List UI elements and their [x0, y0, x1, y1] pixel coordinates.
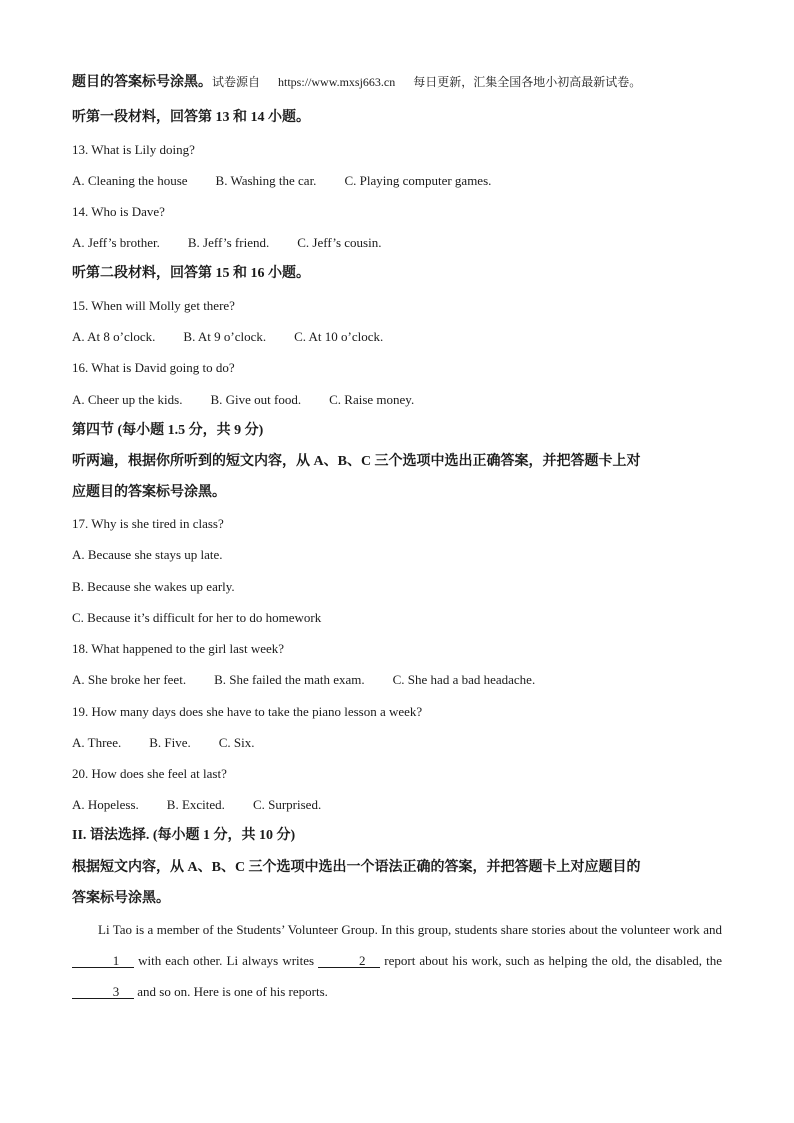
q18-option-c: C. She had a bad headache. [392, 672, 536, 687]
q18-question: 18. What happened to the girl last week? [72, 641, 285, 656]
dialogue1-heading: 听第一段材料，回答第 13 和 14 小题。 [72, 110, 310, 125]
q15-options [72, 329, 383, 345]
q16-question: 16. What is David going to do? [72, 360, 235, 375]
q18-option-b: B. She failed the math exam. [214, 672, 365, 687]
blank-1: 1 [72, 954, 134, 968]
q18-option-a: A. She broke her feet. [72, 672, 187, 687]
q19-option-c: C. Six. [218, 735, 255, 750]
blank-3: 3 [72, 985, 134, 999]
q17-option-c: C. Because it’s difficult for her to do homework [72, 610, 322, 625]
q13-option-c: C. Playing computer games. [344, 173, 492, 188]
q13-options [72, 173, 491, 189]
q13-option-a: A. Cleaning the house [72, 173, 188, 188]
blank-2: 2 [318, 954, 380, 968]
q20-option-b: B. Excited. [166, 797, 225, 812]
q19-option-a: A. Three. [72, 735, 122, 750]
q15-option-b: B. At 9 o’clock. [183, 329, 267, 344]
section2-instruction-line2: 答案标号涂黑。 [72, 891, 170, 906]
q17-option-b: B. Because she wakes up early. [72, 579, 235, 594]
q20-options [72, 797, 321, 813]
q16-option-b: B. Give out food. [210, 392, 302, 407]
q19-options [72, 735, 255, 751]
passage-seg3: report about his work, such as helping the old, the disabled, the [380, 953, 722, 968]
section2-instruction-line1: 根据短文内容，从 A、B、C 三个选项中选出一个语法正确的答案，并把答题卡上对应题目的 [72, 860, 641, 875]
q15-question: 15. When will Molly get there? [72, 298, 235, 313]
q16-option-a: A. Cheer up the kids. [72, 392, 183, 407]
passage-paragraph [72, 914, 722, 1007]
header-line [72, 74, 641, 91]
q14-option-a: A. Jeff’s brother. [72, 235, 160, 250]
q20-option-a: A. Hopeless. [72, 797, 139, 812]
source-suffix: 每日更新，汇集全国各地小初高最新试卷。 [413, 75, 642, 89]
q17-question: 17. Why is she tired in class? [72, 516, 224, 531]
q13-question: 13. What is Lily doing? [72, 142, 195, 157]
q14-question: 14. Who is Dave? [72, 204, 165, 219]
q14-option-b: B. Jeff’s friend. [187, 235, 270, 250]
dialogue2-heading: 听第二段材料，回答第 15 和 16 小题。 [72, 266, 310, 281]
q15-option-c: C. At 10 o’clock. [294, 329, 384, 344]
q16-options [72, 392, 414, 408]
q19-option-b: B. Five. [149, 735, 191, 750]
q20-question: 20. How does she feel at last? [72, 766, 227, 781]
part4-instruction-line1: 听两遍，根据你所听到的短文内容，从 A、B、C 三个选项中选出正确答案，并把答题卡上对 [72, 454, 641, 469]
q14-option-c: C. Jeff’s cousin. [297, 235, 382, 250]
q20-option-c: C. Surprised. [252, 797, 322, 812]
source-url[interactable]: https://www.mxsj663.cn [278, 75, 396, 89]
source-prefix: 试卷源自 [212, 75, 261, 89]
passage-seg2: with each other. Li always writes [134, 953, 319, 968]
q14-options [72, 235, 381, 251]
passage-seg1: Li Tao is a member of the Students’ Volunteer Group. In this group, students share stories about the volunteer work and [98, 922, 722, 937]
q18-options [72, 672, 535, 688]
part4-instruction-line2: 应题目的答案标号涂黑。 [72, 485, 226, 500]
q13-option-b: B. Washing the car. [215, 173, 317, 188]
passage-seg4: and so on. Here is one of his reports. [134, 984, 328, 999]
instruction-tail: 题目的答案标号涂黑。 [72, 75, 212, 90]
q15-option-a: A. At 8 o’clock. [72, 329, 156, 344]
section2-heading: II. 语法选择. (每小题 1 分，共 10 分) [72, 828, 296, 843]
q17-option-a: A. Because she stays up late. [72, 547, 223, 562]
part4-heading: 第四节 (每小题 1.5 分，共 9 分) [72, 423, 264, 438]
q19-question: 19. How many days does she have to take the piano lesson a week? [72, 704, 423, 719]
q16-option-c: C. Raise money. [329, 392, 415, 407]
